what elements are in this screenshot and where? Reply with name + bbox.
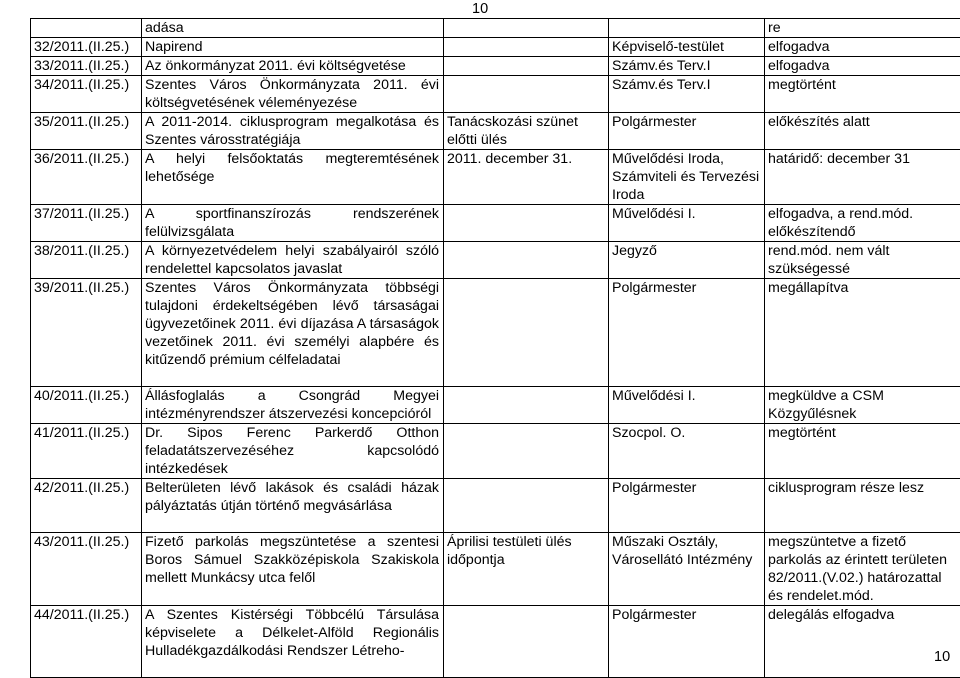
cell-deadline xyxy=(444,424,609,479)
header-cell-responsible xyxy=(609,19,765,38)
cell-responsible: Jegyző xyxy=(609,242,765,279)
cell-desc: Szentes Város Önkormányzata 2011. évi költségvetésének véleményezése xyxy=(142,76,444,113)
header-cell-status: re xyxy=(765,19,960,38)
cell-id: 38/2011.(II.25.) xyxy=(31,242,142,279)
cell-deadline xyxy=(444,479,609,533)
cell-status: rend.mód. nem vált szükségessé xyxy=(765,242,960,279)
cell-deadline xyxy=(444,279,609,387)
cell-id: 35/2011.(II.25.) xyxy=(31,113,142,150)
table-row xyxy=(31,38,960,57)
cell-desc: Fizető parkolás megszüntetése a szentesi Boros Sámuel Szakközépiskola Szakiskola mellett Munkácsy utca felől xyxy=(142,533,444,606)
cell-id: 41/2011.(II.25.) xyxy=(31,424,142,479)
table-row xyxy=(31,279,960,387)
cell-responsible: Szocpol. O. xyxy=(609,424,765,479)
cell-desc: Belterületen lévő lakások és családi házak pályáztatás útján történő megvásárlása xyxy=(142,479,444,533)
cell-deadline xyxy=(444,606,609,678)
cell-desc: A Szentes Kistérségi Többcélú Társulása képviselete a Délkelet-Alföld Regionális Hulladékgazdálkodási Rendszer Létreho- xyxy=(142,606,444,678)
cell-status: elfogadva, a rend.mód. előkészítendő xyxy=(765,205,960,242)
cell-desc: Az önkormányzat 2011. évi költségvetése xyxy=(142,57,444,76)
cell-deadline: Tanácskozási szünet előtti ülés xyxy=(444,113,609,150)
cell-id: 43/2011.(II.25.) xyxy=(31,533,142,606)
cell-desc: Dr. Sipos Ferenc Parkerdő Otthon feladatátszervezéséhez kapcsolódó intézkedések xyxy=(142,424,444,479)
cell-deadline: Áprilisi testületi ülés időpontja xyxy=(444,533,609,606)
cell-desc: A helyi felsőoktatás megteremtésének lehetősége xyxy=(142,150,444,205)
cell-status: határidő: december 31 xyxy=(765,150,960,205)
cell-id: 34/2011.(II.25.) xyxy=(31,76,142,113)
cell-deadline xyxy=(444,205,609,242)
cell-deadline xyxy=(444,387,609,424)
cell-deadline xyxy=(444,57,609,76)
cell-status: megszüntetve a fizető parkolás az érintett területen 82/2011.(V.02.) határozattal és rendelet.mód. xyxy=(765,533,960,606)
cell-status: előkészítés alatt xyxy=(765,113,960,150)
cell-id: 39/2011.(II.25.) xyxy=(31,279,142,387)
cell-responsible: Művelődési Iroda, Számviteli és Tervezési Iroda xyxy=(609,150,765,205)
cell-status: elfogadva xyxy=(765,38,960,57)
cell-responsible: Számv.és Terv.I xyxy=(609,76,765,113)
table-row xyxy=(31,242,960,279)
header-cell-desc: adása xyxy=(142,19,444,38)
resolutions-table xyxy=(30,18,960,678)
cell-id: 44/2011.(II.25.) xyxy=(31,606,142,678)
table-row xyxy=(31,533,960,606)
cell-status: ciklusprogram része lesz xyxy=(765,479,960,533)
cell-responsible: Számv.és Terv.I xyxy=(609,57,765,76)
table-row xyxy=(31,387,960,424)
cell-status: delegálás elfogadva xyxy=(765,606,960,678)
cell-id: 33/2011.(II.25.) xyxy=(31,57,142,76)
cell-desc: Napirend xyxy=(142,38,444,57)
cell-id: 32/2011.(II.25.) xyxy=(31,38,142,57)
cell-status: megtörtént xyxy=(765,424,960,479)
cell-responsible: Polgármester xyxy=(609,113,765,150)
cell-desc: Állásfoglalás a Csongrád Megyei intézményrendszer átszervezési koncepcióról xyxy=(142,387,444,424)
cell-desc: A sportfinanszírozás rendszerének felülvizsgálata xyxy=(142,205,444,242)
page-number-bottom: 10 xyxy=(934,648,950,666)
cell-status: megtörtént xyxy=(765,76,960,113)
cell-deadline: 2011. december 31. xyxy=(444,150,609,205)
table-row xyxy=(31,479,960,533)
cell-status: megküldve a CSM Közgyűlésnek xyxy=(765,387,960,424)
cell-deadline xyxy=(444,76,609,113)
cell-responsible: Műszaki Osztály, Városellátó Intézmény xyxy=(609,533,765,606)
header-cell-id xyxy=(31,19,142,38)
cell-desc: A 2011-2014. ciklusprogram megalkotása és Szentes városstratégiája xyxy=(142,113,444,150)
cell-id: 37/2011.(II.25.) xyxy=(31,205,142,242)
table-row xyxy=(31,113,960,150)
cell-deadline xyxy=(444,38,609,57)
table-row xyxy=(31,205,960,242)
cell-responsible: Művelődési I. xyxy=(609,387,765,424)
cell-responsible: Polgármester xyxy=(609,279,765,387)
header-row xyxy=(31,19,960,38)
table-row xyxy=(31,150,960,205)
table-row xyxy=(31,76,960,113)
cell-desc: A környezetvédelem helyi szabályairól szóló rendelettel kapcsolatos javaslat xyxy=(142,242,444,279)
cell-status: megállapítva xyxy=(765,279,960,387)
page-number-top: 10 xyxy=(472,0,488,18)
header-cell-deadline xyxy=(444,19,609,38)
cell-responsible: Polgármester xyxy=(609,479,765,533)
cell-responsible: Művelődési I. xyxy=(609,205,765,242)
table-row xyxy=(31,606,960,678)
table-row xyxy=(31,424,960,479)
cell-id: 42/2011.(II.25.) xyxy=(31,479,142,533)
cell-desc: Szentes Város Önkormányzata többségi tulajdoni érdekeltségében lévő társaságai ügyvezetőinek 2011. évi díjazása A társaságok vezetőinek 2011. évi személyi alapbére és kitűzendő prémium célfeladatai xyxy=(142,279,444,387)
cell-deadline xyxy=(444,242,609,279)
cell-id: 36/2011.(II.25.) xyxy=(31,150,142,205)
table-row xyxy=(31,57,960,76)
cell-responsible: Képviselő-testület xyxy=(609,38,765,57)
cell-id: 40/2011.(II.25.) xyxy=(31,387,142,424)
cell-responsible: Polgármester xyxy=(609,606,765,678)
cell-status: elfogadva xyxy=(765,57,960,76)
